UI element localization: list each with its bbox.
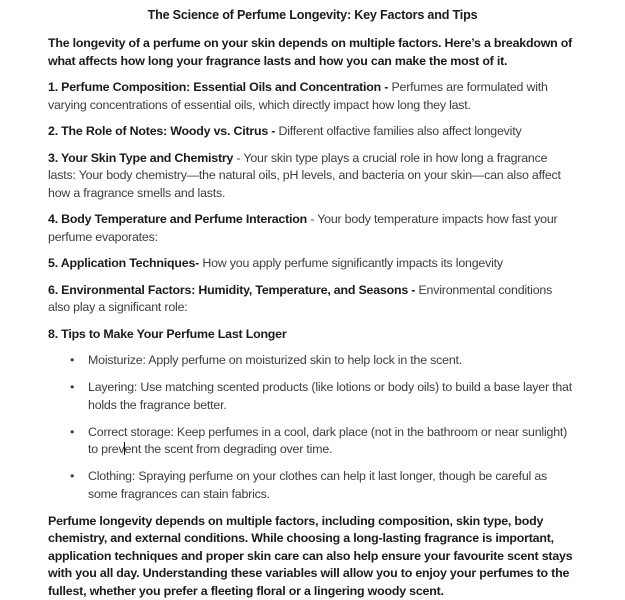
section-body-2: Different olfactive families also affect longevity bbox=[278, 124, 522, 138]
list-item-text: Clothing: Spraying perfume on your clothes can help it last longer, though be careful as some fragrances can stain fabrics. bbox=[88, 469, 548, 501]
list-item-text: Moisturize: Apply perfume on moisturized skin to help lock in the scent. bbox=[88, 353, 463, 367]
section-heading-2: 2. The Role of Notes: Woody vs. Citrus - bbox=[48, 124, 276, 138]
conclusion-paragraph: Perfume longevity depends on multiple factors, including composition, skin type, body chemistry, and external conditions. While choosing a long-lasting fragrance is important, application techniques and proper skin care can also help ensure your favourite scent stays with you all day. Understanding these variables will allow you to enjoy your perfumes to the fullest, whether you prefer a fleeting floral or a lingering woody scent. bbox=[48, 513, 573, 598]
section-heading-6: 6. Environmental Factors: Humidity, Temperature, and Seasons - bbox=[48, 282, 416, 297]
section-heading-4: 4. Body Temperature and Perfume Interaction bbox=[48, 212, 308, 226]
section-body-6: Environmental conditions also play a significant role: bbox=[48, 282, 553, 314]
section-paragraph-3 bbox=[48, 150, 577, 203]
section-body-1: Perfumes are formulated with varying concentrations of essential oils, which directly impact how long they last. bbox=[48, 80, 548, 112]
section-heading-1: 1. Perfume Composition: Essential Oils and Concentration - bbox=[48, 80, 389, 94]
section-body-5: How you apply perfume significantly impacts its longevity bbox=[202, 256, 503, 270]
section-paragraph-4 bbox=[48, 211, 577, 246]
list-item-text-after-caret: ent the scent from degrading over time. bbox=[124, 442, 333, 456]
list-item-layering bbox=[48, 379, 577, 414]
intro-paragraph: The longevity of a perfume on your skin depends on multiple factors. Here’s a breakdown of what affects how long your fragrance lasts and how you can make the most of it. bbox=[48, 36, 573, 68]
list-item-text: Layering: Use matching scented products (like lotions or body oils) to build a base layer that holds the fragrance better. bbox=[88, 380, 572, 412]
list-item-clothing bbox=[48, 468, 577, 503]
tips-list bbox=[48, 352, 577, 503]
section-paragraph-6 bbox=[48, 282, 577, 317]
document-title: The Science of Perfume Longevity: Key Factors and Tips bbox=[147, 8, 478, 22]
section-paragraph-2 bbox=[48, 123, 577, 141]
list-item-moisturize bbox=[48, 352, 577, 370]
list-item-text-before-caret: Correct storage: Keep perfumes in a cool, dark place (not in the bathroom or near sunlight) to prev bbox=[88, 424, 568, 456]
section-heading-5: 5. Application Techniques- bbox=[48, 256, 200, 270]
section-body-3: - Your skin type plays a crucial role in how long a fragrance lasts: Your body chemistry—the natural oils, pH levels, and bacteria on your skin—can also affect how a fragrance smells and lasts. bbox=[48, 150, 561, 200]
section-paragraph-1 bbox=[48, 79, 577, 114]
section-body-4: - Your body temperature impacts how fast your perfume evaporates: bbox=[48, 212, 558, 244]
section-heading-3: 3. Your Skin Type and Chemistry bbox=[48, 150, 234, 165]
list-item-storage bbox=[48, 424, 577, 459]
section-paragraph-5 bbox=[48, 255, 577, 273]
tips-heading: 8. Tips to Make Your Perfume Last Longer bbox=[48, 326, 287, 341]
